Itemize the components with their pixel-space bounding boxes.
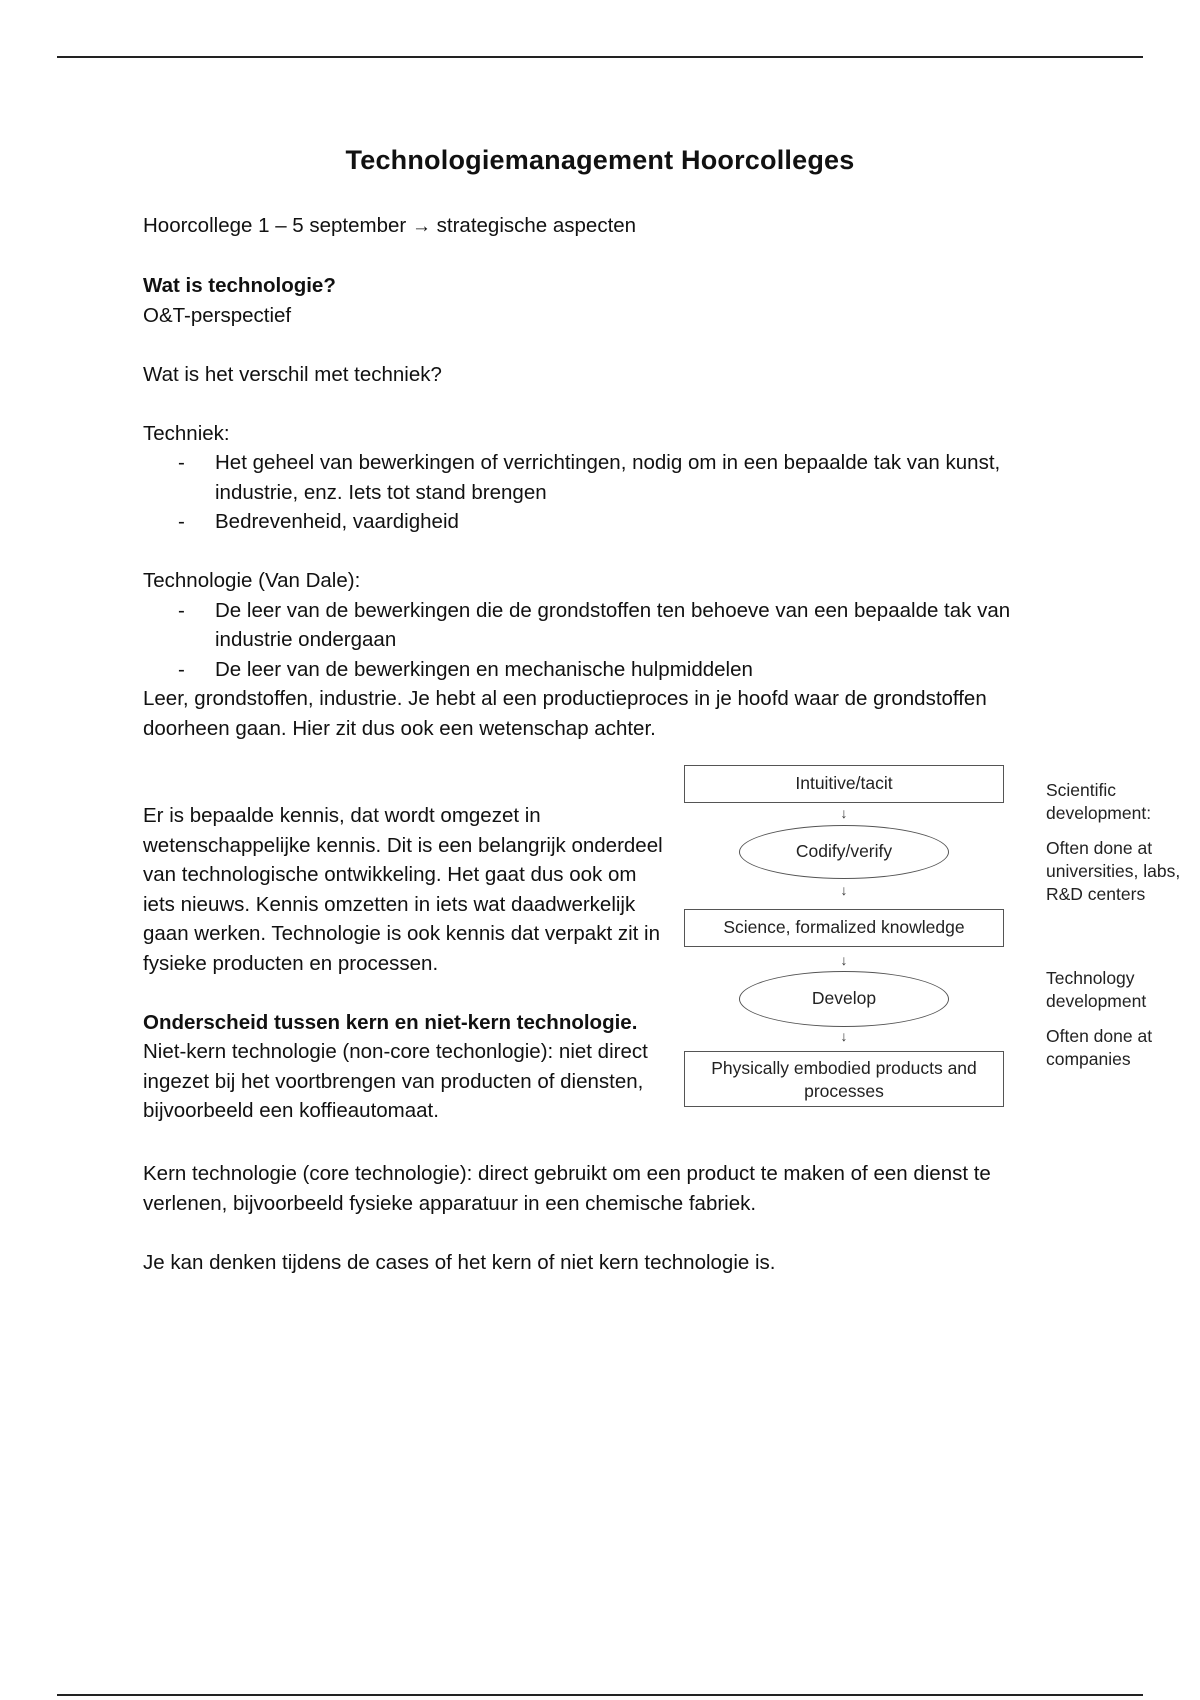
down-arrow-icon: ↓ (840, 1028, 848, 1044)
list-item: - Het geheel van bewerkingen of verrichtingen, nodig om in een bepaalde tak van kunst, industrie, enz. Iets tot stand brengen (215, 448, 1063, 507)
perspective-line: O&T-perspectief (143, 303, 292, 327)
core-block (143, 1159, 1073, 1277)
section-heading-core: Onderscheid tussen kern en niet-kern technologie. (143, 1010, 638, 1034)
lecture-suffix: strategische aspecten (436, 214, 637, 237)
page-title: Technologiemanagement Hoorcolleges (345, 145, 855, 175)
knowledge-block (143, 801, 663, 1126)
bottom-rule (57, 1694, 1143, 1696)
technology-development-title: Technology development (1046, 968, 1147, 1011)
non-core-paragraph: Niet-kern technologie (non-core techonlogie): niet direct ingezet bij het voortbrengen van producten of diensten, bijvoorbeeld een koffieautomaat. (143, 1040, 648, 1122)
list-item: - De leer van de bewerkingen en mechanische hulpmiddelen (215, 655, 1063, 685)
techniek-list (143, 448, 1063, 537)
knowledge-paragraph: Er is bepaalde kennis, dat wordt omgezet in wetenschappelijke kennis. Dit is een belangrijk onderdeel van technologische ontwikkeling. Het gaat dus ook om iets nieuws. Kennis omzetten in iets wat daadwerkelijk gaan werken. Technologie is ook kennis dat verpakt zit in fysieke producten en processen. (143, 804, 663, 975)
step-develop: Develop (739, 971, 949, 1027)
techniek-label: Techniek: (143, 421, 230, 445)
step-intuitive-tacit: Intuitive/tacit (684, 765, 1004, 803)
scientific-development-title: Scientific development: (1046, 780, 1152, 823)
right-arrow-icon: → (411, 216, 431, 237)
lecture-line (143, 211, 1063, 242)
closing-paragraph: Je kan denken tijdens de cases of het kern of niet kern technologie is. (143, 1250, 776, 1274)
summary-paragraph: Leer, grondstoffen, industrie. Je hebt al een productieproces in je hoofd waar de grondstoffen doorheen gaan. Hier zit dus ook een wetenschap achter. (143, 687, 987, 740)
down-arrow-icon: ↓ (840, 952, 848, 968)
step-codify-verify: Codify/verify (739, 825, 949, 879)
top-rule (57, 56, 1143, 58)
difference-question: Wat is het verschil met techniek? (143, 362, 442, 386)
core-paragraph: Kern technologie (core technologie): direct gebruikt om een product te maken of een dienst te verlenen, bijvoorbeeld fysieke apparatuur in een chemische fabriek. (143, 1162, 991, 1215)
down-arrow-icon: ↓ (840, 805, 848, 821)
step-embodied-products: Physically embodied products and processes (684, 1051, 1004, 1107)
technology-development-diagram (684, 763, 1200, 1113)
section-heading-technology: Wat is technologie? (143, 274, 336, 297)
list-item: - De leer van de bewerkingen die de grondstoffen ten behoeve van een bepaalde tak van industrie ondergaan (215, 596, 1063, 655)
intro-block (143, 211, 1063, 743)
down-arrow-icon: ↓ (840, 882, 848, 898)
scientific-development-note: Often done at universities, labs, R&D centers (1046, 838, 1181, 904)
step-formalized-knowledge: Science, formalized knowledge (684, 909, 1004, 947)
list-item: - Bedrevenheid, vaardigheid (215, 507, 1063, 537)
technologie-list (143, 596, 1063, 685)
technologie-label: Technologie (Van Dale): (143, 569, 361, 592)
lecture-prefix: Hoorcollege 1 – 5 september (143, 214, 407, 237)
technology-development-note: Often done at companies (1046, 1026, 1153, 1069)
